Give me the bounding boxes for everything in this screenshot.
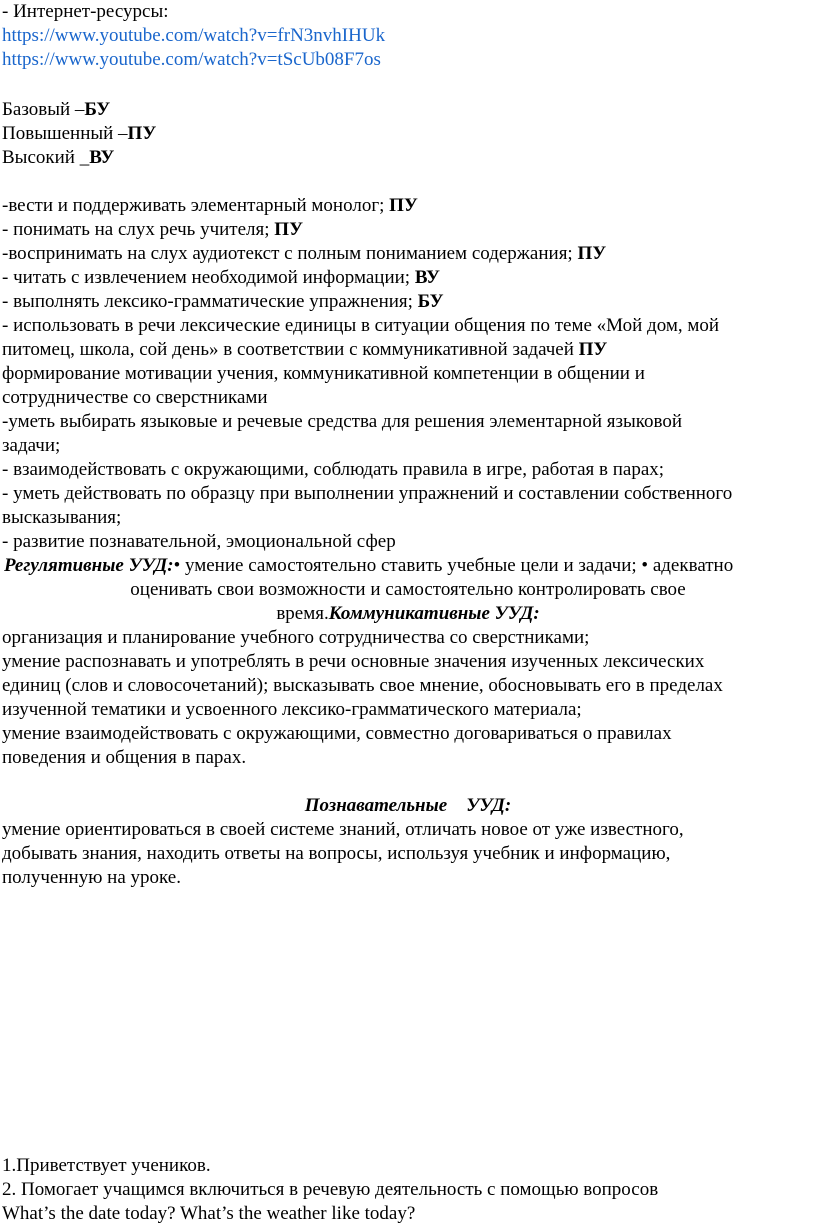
personal-line: формирование мотивации учения, коммуникативной компетенции в общении и [2, 363, 645, 384]
communicative-line: умение взаимодействовать с окружающими, совместно договариваться о правилах [2, 723, 672, 744]
skill-text: - понимать на слух речь учителя; [2, 219, 275, 240]
level-label: Базовый – [2, 99, 85, 120]
skill-text: - использовать в речи лексические единицы в ситуации общения по теме «Мой дом, мой [2, 315, 720, 336]
communicative-title: Коммуникативные УУД: [328, 603, 540, 624]
skill-code: ПУ [578, 339, 608, 360]
skill-line [2, 338, 607, 362]
step-line: What’s the date today? What’s the weather like today? [2, 1203, 416, 1224]
personal-line: - развитие познавательной, эмоциональной сфер [2, 531, 396, 552]
level-high [2, 146, 114, 170]
skill-code: ПУ [577, 243, 607, 264]
skill-code: БУ [417, 291, 444, 312]
level-code: ВУ [89, 147, 115, 168]
skill-text: -вести и поддерживать элементарный монолог; [2, 195, 390, 216]
personal-line: - взаимодействовать с окружающими, соблюдать правила в игре, работая в парах; [2, 459, 665, 480]
skill-line [2, 194, 418, 218]
step-line: 1.Приветствует учеников. [2, 1155, 211, 1176]
communicative-line: изученной тематики и усвоенного лексико-грамматического материала; [2, 699, 582, 720]
communicative-line: умение распознавать и употреблять в речи основные значения изученных лексических [2, 651, 705, 672]
communicative-line: поведения и общения в парах. [2, 747, 247, 768]
skill-line [2, 266, 440, 290]
cognitive-line: умение ориентироваться в своей системе знаний, отличать новое от уже известного, [2, 819, 684, 840]
skill-line [2, 218, 303, 242]
skill-text: питомец, школа, сой день» в соответствии с коммуникативной задачей [2, 339, 579, 360]
cognitive-line: полученную на уроке. [2, 867, 181, 888]
communicative-line: единиц (слов и словосочетаний); высказывать свое мнение, обосновывать его в пределах [2, 675, 723, 696]
skill-line [2, 242, 606, 266]
level-label: Повышенный – [2, 123, 128, 144]
regulative-text: • умение самостоятельно ставить учебные цели и задачи; • адекватно [173, 555, 734, 576]
personal-line: -уметь выбирать языковые и речевые средства для решения элементарной языковой [2, 411, 683, 432]
skill-line [2, 314, 719, 338]
regulative-line-2: оценивать свои возможности и самостоятельно контролировать свое [130, 579, 686, 600]
resource-link-1[interactable]: https://www.youtube.com/watch?v=frN3nvhIHUk [2, 25, 386, 46]
personal-line: сотрудничестве со сверстниками [2, 387, 268, 408]
skill-code: ПУ [274, 219, 304, 240]
skill-code: ВУ [414, 267, 440, 288]
level-label: Высокий _ [2, 147, 90, 168]
skill-line [2, 290, 444, 314]
level-code: ПУ [127, 123, 157, 144]
communicative-line: организация и планирование учебного сотрудничества со сверстниками; [2, 627, 590, 648]
regulative-title: Регулятивные УУД: [4, 555, 174, 576]
personal-line: высказывания; [2, 507, 122, 528]
skill-code: ПУ [389, 195, 418, 216]
resource-link-2[interactable]: https://www.youtube.com/watch?v=tScUb08F7os [2, 49, 381, 70]
level-code: БУ [84, 99, 111, 120]
step-line: 2. Помогает учащимся включиться в речевую деятельность с помощью вопросов [2, 1179, 659, 1200]
regulative-line-1 [4, 554, 733, 578]
regulative-line-3 [0, 602, 816, 626]
skill-text: - выполнять лексико-грамматические упражнения; [2, 291, 418, 312]
skill-text: - читать с извлечением необходимой информации; [2, 267, 415, 288]
skill-text: -воспринимать на слух аудиотекст с полным пониманием содержания; [2, 243, 578, 264]
cognitive-title: Познавательные УУД: [304, 795, 512, 816]
cognitive-line: добывать знания, находить ответы на вопросы, используя учебник и информацию, [2, 843, 671, 864]
level-advanced [2, 122, 156, 146]
personal-line: - уметь действовать по образцу при выполнении упражнений и составлении собственного [2, 483, 733, 504]
level-basic [2, 98, 110, 122]
regulative-text-end: время. [276, 603, 329, 624]
resources-heading: - Интернет-ресурсы: [2, 1, 169, 22]
personal-line: задачи; [2, 435, 61, 456]
